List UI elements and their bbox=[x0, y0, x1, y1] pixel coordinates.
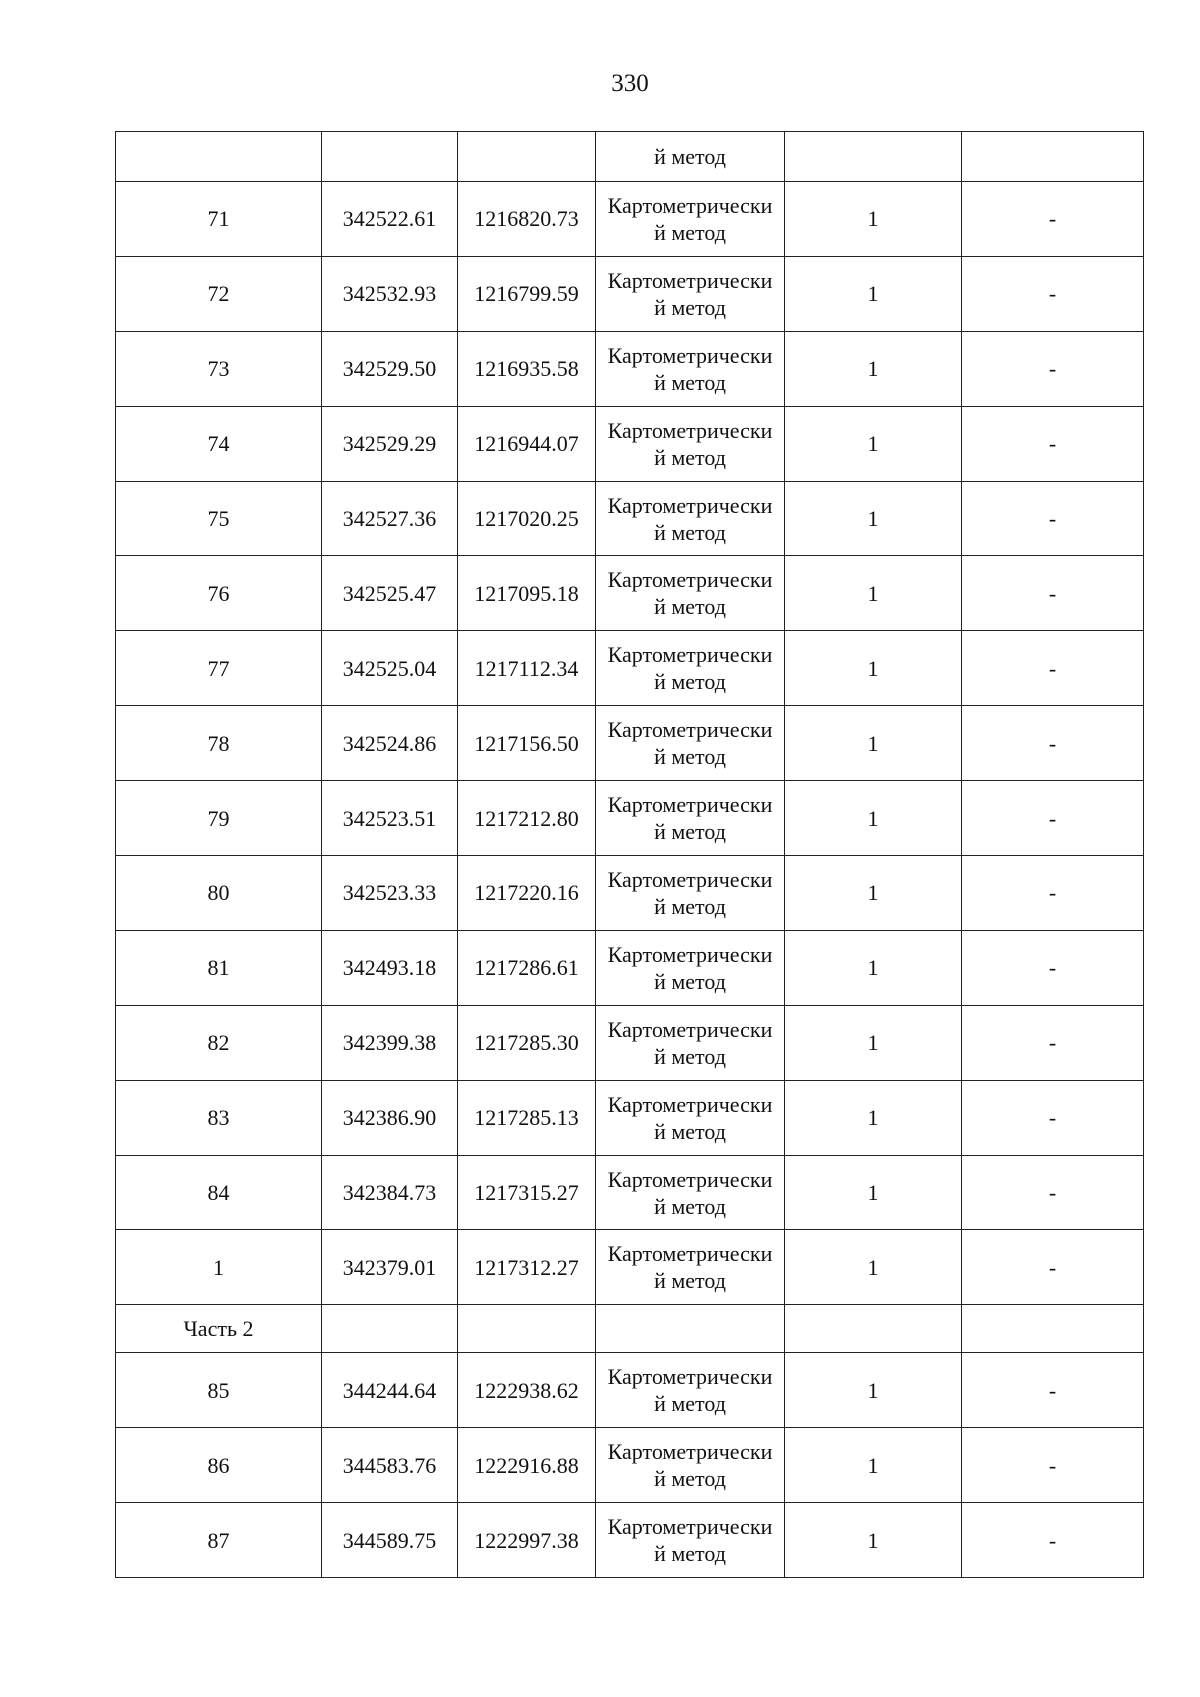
coordinate-y: 1222938.62 bbox=[474, 1377, 579, 1403]
cell-note bbox=[962, 1230, 1144, 1305]
cell-method bbox=[596, 706, 785, 781]
accuracy-value: 1 bbox=[867, 1527, 879, 1553]
point-number: 82 bbox=[207, 1030, 230, 1056]
note-value: - bbox=[1048, 655, 1057, 681]
table-row bbox=[116, 1005, 1144, 1080]
coordinate-y: 1217315.27 bbox=[474, 1180, 579, 1206]
coordinate-y: 1217286.61 bbox=[474, 955, 579, 981]
cell-x bbox=[322, 406, 458, 481]
cell-x bbox=[322, 1503, 458, 1578]
cell-x bbox=[322, 1428, 458, 1503]
method-line-1: Картометрически bbox=[607, 792, 773, 818]
cell-empty bbox=[596, 1305, 785, 1353]
method-line-2: й метод bbox=[654, 294, 726, 320]
table-row bbox=[116, 256, 1144, 331]
cell-empty bbox=[458, 1305, 596, 1353]
note-value: - bbox=[1048, 1180, 1057, 1206]
cell-y bbox=[458, 1428, 596, 1503]
cell-point-number bbox=[116, 132, 322, 182]
cell-method bbox=[596, 556, 785, 631]
cell-accuracy bbox=[785, 930, 962, 1005]
cell-x bbox=[322, 256, 458, 331]
cell-y bbox=[458, 481, 596, 556]
accuracy-value: 1 bbox=[867, 1180, 879, 1206]
point-number: 86 bbox=[207, 1452, 230, 1478]
method-line-1: Картометрически bbox=[607, 866, 773, 892]
table-row bbox=[116, 706, 1144, 781]
coordinate-y: 1217156.50 bbox=[474, 730, 579, 756]
cell-method bbox=[596, 856, 785, 931]
page-number: 330 bbox=[611, 70, 649, 97]
point-number: 74 bbox=[207, 431, 230, 457]
point-number: 1 bbox=[213, 1254, 224, 1280]
cell-note bbox=[962, 132, 1144, 182]
cell-accuracy bbox=[785, 1428, 962, 1503]
method-line-1: Картометрически bbox=[607, 1439, 773, 1465]
cell-empty bbox=[785, 1305, 962, 1353]
method-line-1: Картометрически bbox=[607, 717, 773, 743]
note-value: - bbox=[1048, 206, 1057, 232]
coordinate-x: 342493.18 bbox=[342, 955, 437, 981]
cell-method bbox=[596, 1080, 785, 1155]
cell-x bbox=[322, 481, 458, 556]
table-row bbox=[116, 1155, 1144, 1230]
cell-note bbox=[962, 256, 1144, 331]
point-number: 87 bbox=[207, 1527, 230, 1553]
cell-x bbox=[322, 132, 458, 182]
point-number: 79 bbox=[207, 805, 230, 831]
table-row bbox=[116, 1503, 1144, 1578]
method-line-1: Картометрически bbox=[607, 567, 773, 593]
point-number: 80 bbox=[207, 880, 230, 906]
cell-x bbox=[322, 631, 458, 706]
note-value: - bbox=[1048, 805, 1057, 831]
coordinate-x: 344583.76 bbox=[342, 1452, 437, 1478]
coordinate-x: 342523.33 bbox=[342, 880, 437, 906]
accuracy-value: 1 bbox=[867, 281, 879, 307]
cell-note bbox=[962, 706, 1144, 781]
coordinate-y: 1216799.59 bbox=[474, 281, 579, 307]
coordinate-x: 342386.90 bbox=[342, 1105, 437, 1131]
cell-accuracy bbox=[785, 182, 962, 257]
cell-y bbox=[458, 132, 596, 182]
cell-x bbox=[322, 1230, 458, 1305]
cell-accuracy bbox=[785, 1230, 962, 1305]
cell-note bbox=[962, 1503, 1144, 1578]
cell-point-number bbox=[116, 481, 322, 556]
accuracy-value: 1 bbox=[867, 206, 879, 232]
cell-note bbox=[962, 856, 1144, 931]
accuracy-value: 1 bbox=[867, 431, 879, 457]
coordinate-x: 342525.04 bbox=[342, 655, 437, 681]
coordinate-y: 1222997.38 bbox=[474, 1527, 579, 1553]
method-line-2: й метод bbox=[654, 444, 726, 470]
point-number: 84 bbox=[207, 1180, 230, 1206]
cell-accuracy bbox=[785, 1503, 962, 1578]
method-line-2: й метод bbox=[654, 219, 726, 245]
cell-note bbox=[962, 182, 1144, 257]
point-number: 73 bbox=[207, 356, 230, 382]
note-value: - bbox=[1048, 1452, 1057, 1478]
cell-point-number bbox=[116, 1155, 322, 1230]
cell-accuracy bbox=[785, 256, 962, 331]
note-value: - bbox=[1048, 730, 1057, 756]
cell-note bbox=[962, 406, 1144, 481]
method-tail: й метод bbox=[654, 144, 726, 169]
point-number: 78 bbox=[207, 730, 230, 756]
coordinate-y: 1217095.18 bbox=[474, 580, 579, 606]
cell-x bbox=[322, 781, 458, 856]
accuracy-value: 1 bbox=[867, 506, 879, 531]
cell-method bbox=[596, 781, 785, 856]
method-line-1: Картометрически bbox=[607, 267, 773, 293]
cell-accuracy bbox=[785, 1080, 962, 1155]
cell-x bbox=[322, 182, 458, 257]
accuracy-value: 1 bbox=[867, 880, 879, 906]
section-row bbox=[116, 1305, 1144, 1353]
note-value: - bbox=[1048, 1105, 1057, 1131]
cell-y bbox=[458, 1155, 596, 1230]
coordinate-x: 342529.29 bbox=[342, 431, 437, 457]
point-number: 83 bbox=[207, 1105, 230, 1131]
cell-y bbox=[458, 781, 596, 856]
cell-accuracy bbox=[785, 631, 962, 706]
cell-accuracy bbox=[785, 706, 962, 781]
cell-point-number bbox=[116, 1428, 322, 1503]
cell-x bbox=[322, 331, 458, 406]
coordinate-x: 342399.38 bbox=[342, 1030, 437, 1056]
table-row bbox=[116, 856, 1144, 931]
cell-y bbox=[458, 930, 596, 1005]
method-line-2: й метод bbox=[654, 744, 726, 770]
cell-note bbox=[962, 1428, 1144, 1503]
cell-y bbox=[458, 706, 596, 781]
coordinates-table-body bbox=[116, 132, 1144, 1578]
cell-note bbox=[962, 556, 1144, 631]
method-line-2: й метод bbox=[654, 1466, 726, 1492]
coordinate-x: 342525.47 bbox=[342, 580, 437, 606]
cell-y bbox=[458, 1353, 596, 1428]
cell-point-number bbox=[116, 706, 322, 781]
method-line-2: й метод bbox=[654, 519, 726, 545]
cell-note bbox=[962, 781, 1144, 856]
accuracy-value: 1 bbox=[867, 356, 879, 382]
cell-point-number bbox=[116, 930, 322, 1005]
cell-point-number bbox=[116, 1230, 322, 1305]
cell-note bbox=[962, 1005, 1144, 1080]
cell-y bbox=[458, 1005, 596, 1080]
table-row bbox=[116, 182, 1144, 257]
cell-x bbox=[322, 1080, 458, 1155]
method-line-2: й метод bbox=[654, 1268, 726, 1294]
table-row bbox=[116, 1080, 1144, 1155]
accuracy-value: 1 bbox=[867, 1452, 879, 1478]
cell-accuracy bbox=[785, 1155, 962, 1230]
cell-x bbox=[322, 856, 458, 931]
coordinate-x: 342529.50 bbox=[342, 356, 437, 382]
method-line-2: й метод bbox=[654, 669, 726, 695]
coordinate-y: 1217212.80 bbox=[474, 805, 579, 831]
coordinate-y: 1217285.30 bbox=[474, 1030, 579, 1056]
cell-y bbox=[458, 406, 596, 481]
point-number: 75 bbox=[207, 506, 230, 531]
method-line-1: Картометрически bbox=[607, 492, 773, 518]
cell-method bbox=[596, 481, 785, 556]
coordinate-y: 1217312.27 bbox=[474, 1254, 579, 1280]
note-value: - bbox=[1048, 1377, 1057, 1403]
cell-section-label bbox=[116, 1305, 322, 1353]
cell-method bbox=[596, 930, 785, 1005]
cell-y bbox=[458, 256, 596, 331]
coordinate-x: 342384.73 bbox=[342, 1180, 437, 1206]
method-line-1: Картометрически bbox=[607, 642, 773, 668]
table-row bbox=[116, 781, 1144, 856]
cell-method bbox=[596, 331, 785, 406]
cell-method bbox=[596, 631, 785, 706]
coordinate-x: 342524.86 bbox=[342, 730, 437, 756]
cell-accuracy bbox=[785, 1353, 962, 1428]
table-row bbox=[116, 930, 1144, 1005]
cell-method bbox=[596, 1005, 785, 1080]
method-line-2: й метод bbox=[654, 1043, 726, 1069]
method-line-1: Картометрически bbox=[607, 192, 773, 218]
accuracy-value: 1 bbox=[867, 730, 879, 756]
cell-accuracy bbox=[785, 481, 962, 556]
method-line-2: й метод bbox=[654, 819, 726, 845]
coordinate-y: 1217020.25 bbox=[474, 506, 579, 531]
section-label: Часть 2 bbox=[183, 1316, 254, 1342]
table-row bbox=[116, 631, 1144, 706]
cell-accuracy bbox=[785, 406, 962, 481]
cell-point-number bbox=[116, 856, 322, 931]
coordinate-y: 1217112.34 bbox=[474, 655, 579, 681]
continuation-row bbox=[116, 132, 1144, 182]
cell-y bbox=[458, 856, 596, 931]
accuracy-value: 1 bbox=[867, 1105, 879, 1131]
cell-point-number bbox=[116, 1005, 322, 1080]
accuracy-value: 1 bbox=[867, 1254, 879, 1280]
cell-empty bbox=[962, 1305, 1144, 1353]
method-line-1: Картометрически bbox=[607, 1241, 773, 1267]
cell-point-number bbox=[116, 1503, 322, 1578]
cell-point-number bbox=[116, 331, 322, 406]
method-line-2: й метод bbox=[654, 893, 726, 919]
cell-y bbox=[458, 1080, 596, 1155]
cell-method bbox=[596, 1353, 785, 1428]
cell-note bbox=[962, 631, 1144, 706]
cell-x bbox=[322, 556, 458, 631]
accuracy-value: 1 bbox=[867, 655, 879, 681]
point-number: 72 bbox=[207, 281, 230, 307]
note-value: - bbox=[1048, 356, 1057, 382]
cell-method bbox=[596, 1503, 785, 1578]
table-row bbox=[116, 1353, 1144, 1428]
coordinate-y: 1217285.13 bbox=[474, 1105, 579, 1131]
accuracy-value: 1 bbox=[867, 1377, 879, 1403]
accuracy-value: 1 bbox=[867, 955, 879, 981]
note-value: - bbox=[1048, 955, 1057, 981]
point-number: 76 bbox=[207, 580, 230, 606]
coordinate-y: 1216935.58 bbox=[474, 356, 579, 382]
accuracy-value: 1 bbox=[867, 1030, 879, 1056]
cell-method bbox=[596, 1428, 785, 1503]
cell-point-number bbox=[116, 781, 322, 856]
cell-note bbox=[962, 331, 1144, 406]
point-number: 85 bbox=[207, 1377, 230, 1403]
coordinate-x: 344589.75 bbox=[342, 1527, 437, 1553]
cell-point-number bbox=[116, 1353, 322, 1428]
cell-accuracy bbox=[785, 132, 962, 182]
cell-note bbox=[962, 930, 1144, 1005]
accuracy-value: 1 bbox=[867, 805, 879, 831]
cell-x bbox=[322, 1005, 458, 1080]
coordinate-y: 1216944.07 bbox=[474, 431, 579, 457]
coordinate-x: 344244.64 bbox=[342, 1377, 437, 1403]
method-line-2: й метод bbox=[654, 1391, 726, 1417]
note-value: - bbox=[1048, 506, 1057, 531]
table-row bbox=[116, 481, 1144, 556]
cell-accuracy bbox=[785, 1005, 962, 1080]
cell-point-number bbox=[116, 556, 322, 631]
method-line-1: Картометрически bbox=[607, 1091, 773, 1117]
cell-note bbox=[962, 481, 1144, 556]
method-line-1: Картометрически bbox=[607, 1166, 773, 1192]
cell-y bbox=[458, 331, 596, 406]
point-number: 81 bbox=[207, 955, 230, 981]
note-value: - bbox=[1048, 1030, 1057, 1056]
table-row bbox=[116, 556, 1144, 631]
coordinate-x: 342527.36 bbox=[342, 506, 437, 531]
cell-point-number bbox=[116, 406, 322, 481]
method-line-2: й метод bbox=[654, 369, 726, 395]
method-line-1: Картометрически bbox=[607, 342, 773, 368]
cell-point-number bbox=[116, 1080, 322, 1155]
cell-note bbox=[962, 1353, 1144, 1428]
coordinate-y: 1222916.88 bbox=[474, 1452, 579, 1478]
cell-x bbox=[322, 706, 458, 781]
table-row bbox=[116, 1428, 1144, 1503]
coordinates-table bbox=[115, 131, 1144, 1578]
cell-point-number bbox=[116, 256, 322, 331]
cell-y bbox=[458, 1230, 596, 1305]
cell-x bbox=[322, 1353, 458, 1428]
coordinate-x: 342379.01 bbox=[342, 1254, 437, 1280]
method-line-1: Картометрически bbox=[607, 417, 773, 443]
cell-y bbox=[458, 1503, 596, 1578]
table-row bbox=[116, 1230, 1144, 1305]
note-value: - bbox=[1048, 281, 1057, 307]
cell-y bbox=[458, 182, 596, 257]
cell-note bbox=[962, 1080, 1144, 1155]
table-row bbox=[116, 331, 1144, 406]
cell-accuracy bbox=[785, 856, 962, 931]
coordinate-x: 342523.51 bbox=[342, 805, 437, 831]
coordinate-x: 342532.93 bbox=[342, 281, 437, 307]
method-line-1: Картометрически bbox=[607, 1514, 773, 1540]
note-value: - bbox=[1048, 431, 1057, 457]
method-line-2: й метод bbox=[654, 1118, 726, 1144]
coordinate-y: 1216820.73 bbox=[474, 206, 579, 232]
note-value: - bbox=[1048, 1527, 1057, 1553]
cell-method bbox=[596, 406, 785, 481]
coordinate-x: 342522.61 bbox=[342, 206, 437, 232]
method-line-2: й метод bbox=[654, 1541, 726, 1567]
method-line-1: Картометрически bbox=[607, 941, 773, 967]
note-value: - bbox=[1048, 1254, 1057, 1280]
accuracy-value: 1 bbox=[867, 580, 879, 606]
method-line-1: Картометрически bbox=[607, 1364, 773, 1390]
cell-x bbox=[322, 1155, 458, 1230]
cell-point-number bbox=[116, 182, 322, 257]
method-line-1: Картометрически bbox=[607, 1016, 773, 1042]
cell-accuracy bbox=[785, 556, 962, 631]
cell-accuracy bbox=[785, 331, 962, 406]
note-value: - bbox=[1048, 580, 1057, 606]
method-line-2: й метод bbox=[654, 1193, 726, 1219]
coordinate-y: 1217220.16 bbox=[474, 880, 579, 906]
cell-empty bbox=[322, 1305, 458, 1353]
cell-y bbox=[458, 556, 596, 631]
cell-accuracy bbox=[785, 781, 962, 856]
cell-y bbox=[458, 631, 596, 706]
note-value: - bbox=[1048, 880, 1057, 906]
point-number: 77 bbox=[207, 655, 230, 681]
cell-note bbox=[962, 1155, 1144, 1230]
method-line-2: й метод bbox=[654, 968, 726, 994]
cell-method bbox=[596, 132, 785, 182]
cell-method bbox=[596, 256, 785, 331]
point-number: 71 bbox=[207, 206, 230, 232]
method-line-2: й метод bbox=[654, 594, 726, 620]
cell-x bbox=[322, 930, 458, 1005]
cell-method bbox=[596, 182, 785, 257]
table-row bbox=[116, 406, 1144, 481]
cell-method bbox=[596, 1155, 785, 1230]
cell-point-number bbox=[116, 631, 322, 706]
cell-method bbox=[596, 1230, 785, 1305]
